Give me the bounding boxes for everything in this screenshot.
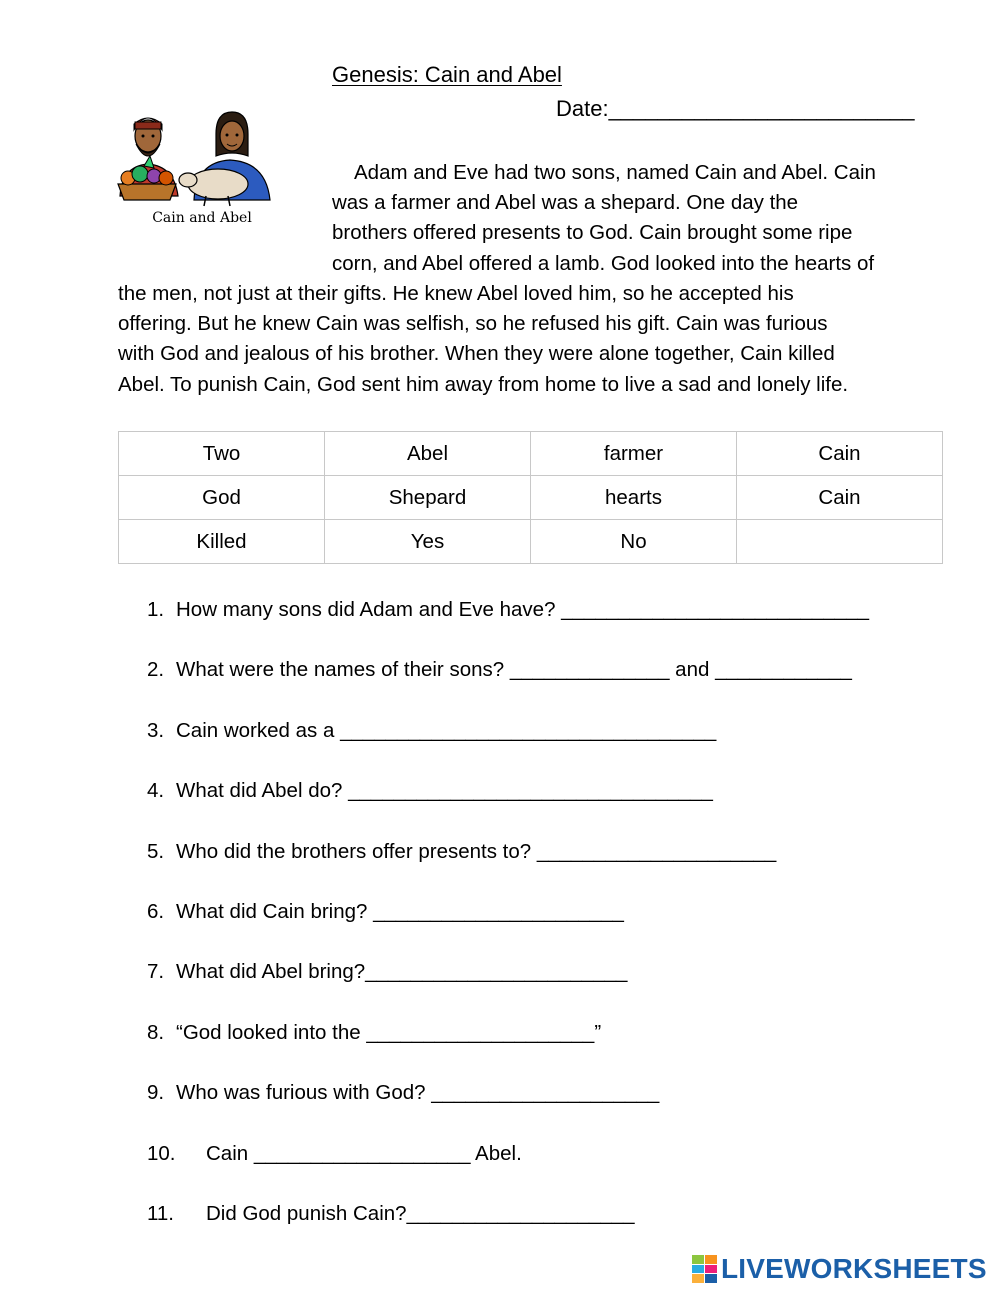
word-bank-cell: farmer (531, 432, 737, 476)
question-number: 5. (147, 840, 165, 863)
passage-line: the men, not just at their gifts. He knew Abel loved him, so he accepted his (118, 282, 794, 305)
question-number: 7. (147, 960, 165, 983)
cain-and-abel-illustration (108, 104, 278, 230)
word-bank-row (119, 520, 943, 564)
question-number: 6. (147, 900, 165, 923)
word-bank-cell: Shepard (325, 476, 531, 520)
question-text: What did Abel bring?_______________________ (176, 960, 628, 983)
word-bank-row (119, 476, 943, 520)
word-bank-cell (737, 520, 943, 564)
question-text: Cain ___________________ Abel. (206, 1142, 522, 1165)
passage-line: Adam and Eve had two sons, named Cain and Abel. Cain (354, 161, 876, 184)
logo-text: LIVEWORKSHEETS (721, 1253, 987, 1284)
passage-full (118, 279, 848, 400)
word-bank-cell: hearts (531, 476, 737, 520)
question-number: 1. (147, 598, 165, 621)
question-9[interactable] (147, 1081, 659, 1105)
question-7[interactable] (147, 960, 627, 984)
passage-line: brothers offered presents to God. Cain brought some ripe (332, 221, 853, 245)
question-1[interactable] (147, 598, 869, 622)
question-4[interactable] (147, 779, 713, 803)
question-text: Cain worked as a _________________________________ (176, 719, 717, 742)
question-text: What did Abel do? ________________________________ (176, 779, 713, 802)
date-field[interactable]: Date:_________________________ (556, 96, 915, 121)
question-3[interactable] (147, 719, 716, 743)
question-number: 4. (147, 779, 165, 802)
word-bank-row (119, 432, 943, 476)
question-text: How many sons did Adam and Eve have? ___________________________ (176, 598, 869, 621)
question-text: Who did the brothers offer presents to? _____________________ (176, 840, 777, 863)
question-text: Did God punish Cain?____________________ (206, 1202, 635, 1225)
question-10[interactable] (147, 1142, 522, 1166)
abel-figure-icon (179, 112, 270, 206)
passage-wrapped (332, 158, 876, 279)
question-2[interactable] (147, 658, 852, 682)
passage-line: offering. But he knew Cain was selfish, so he refused his gift. Cain was furious (118, 312, 828, 336)
question-number: 9. (147, 1081, 165, 1104)
passage-line: corn, and Abel offered a lamb. God looked into the hearts of (332, 251, 875, 275)
word-bank-cell: Cain (737, 432, 943, 476)
question-text: Who was furious with God? ____________________ (176, 1081, 660, 1104)
word-bank-table (118, 431, 943, 564)
illustration-caption: Cain and Abel (152, 210, 252, 226)
word-bank-cell: Cain (737, 476, 943, 520)
passage-line: Abel. To punish Cain, God sent him away from home to live a sad and lonely life. (118, 372, 849, 396)
passage-line: with God and jealous of his brother. When they were alone together, Cain killed (118, 342, 835, 366)
liveworksheets-logo-icon (692, 1255, 718, 1283)
passage-line: was a farmer and Abel was a shepard. One day the (332, 191, 799, 215)
question-text: What did Cain bring? ______________________ (176, 900, 624, 923)
question-number: 10. (147, 1142, 176, 1165)
liveworksheets-logo[interactable] (692, 1253, 987, 1285)
question-number: 8. (147, 1021, 165, 1044)
word-bank-cell: God (119, 476, 325, 520)
question-text: What were the names of their sons? ______________ and ____________ (176, 658, 852, 681)
word-bank-cell: Yes (325, 520, 531, 564)
question-5[interactable] (147, 840, 776, 864)
worksheet-title: Genesis: Cain and Abel (332, 62, 562, 87)
question-number: 2. (147, 658, 165, 681)
cain-figure-icon (118, 118, 178, 200)
word-bank-cell: No (531, 520, 737, 564)
question-6[interactable] (147, 900, 624, 924)
question-8[interactable] (147, 1021, 601, 1045)
question-text: “God looked into the ____________________” (176, 1021, 602, 1044)
question-number: 3. (147, 719, 165, 742)
word-bank-cell: Two (119, 432, 325, 476)
question-11[interactable] (147, 1202, 635, 1226)
question-number: 11. (147, 1202, 174, 1225)
word-bank-cell: Abel (325, 432, 531, 476)
word-bank-cell: Killed (119, 520, 325, 564)
